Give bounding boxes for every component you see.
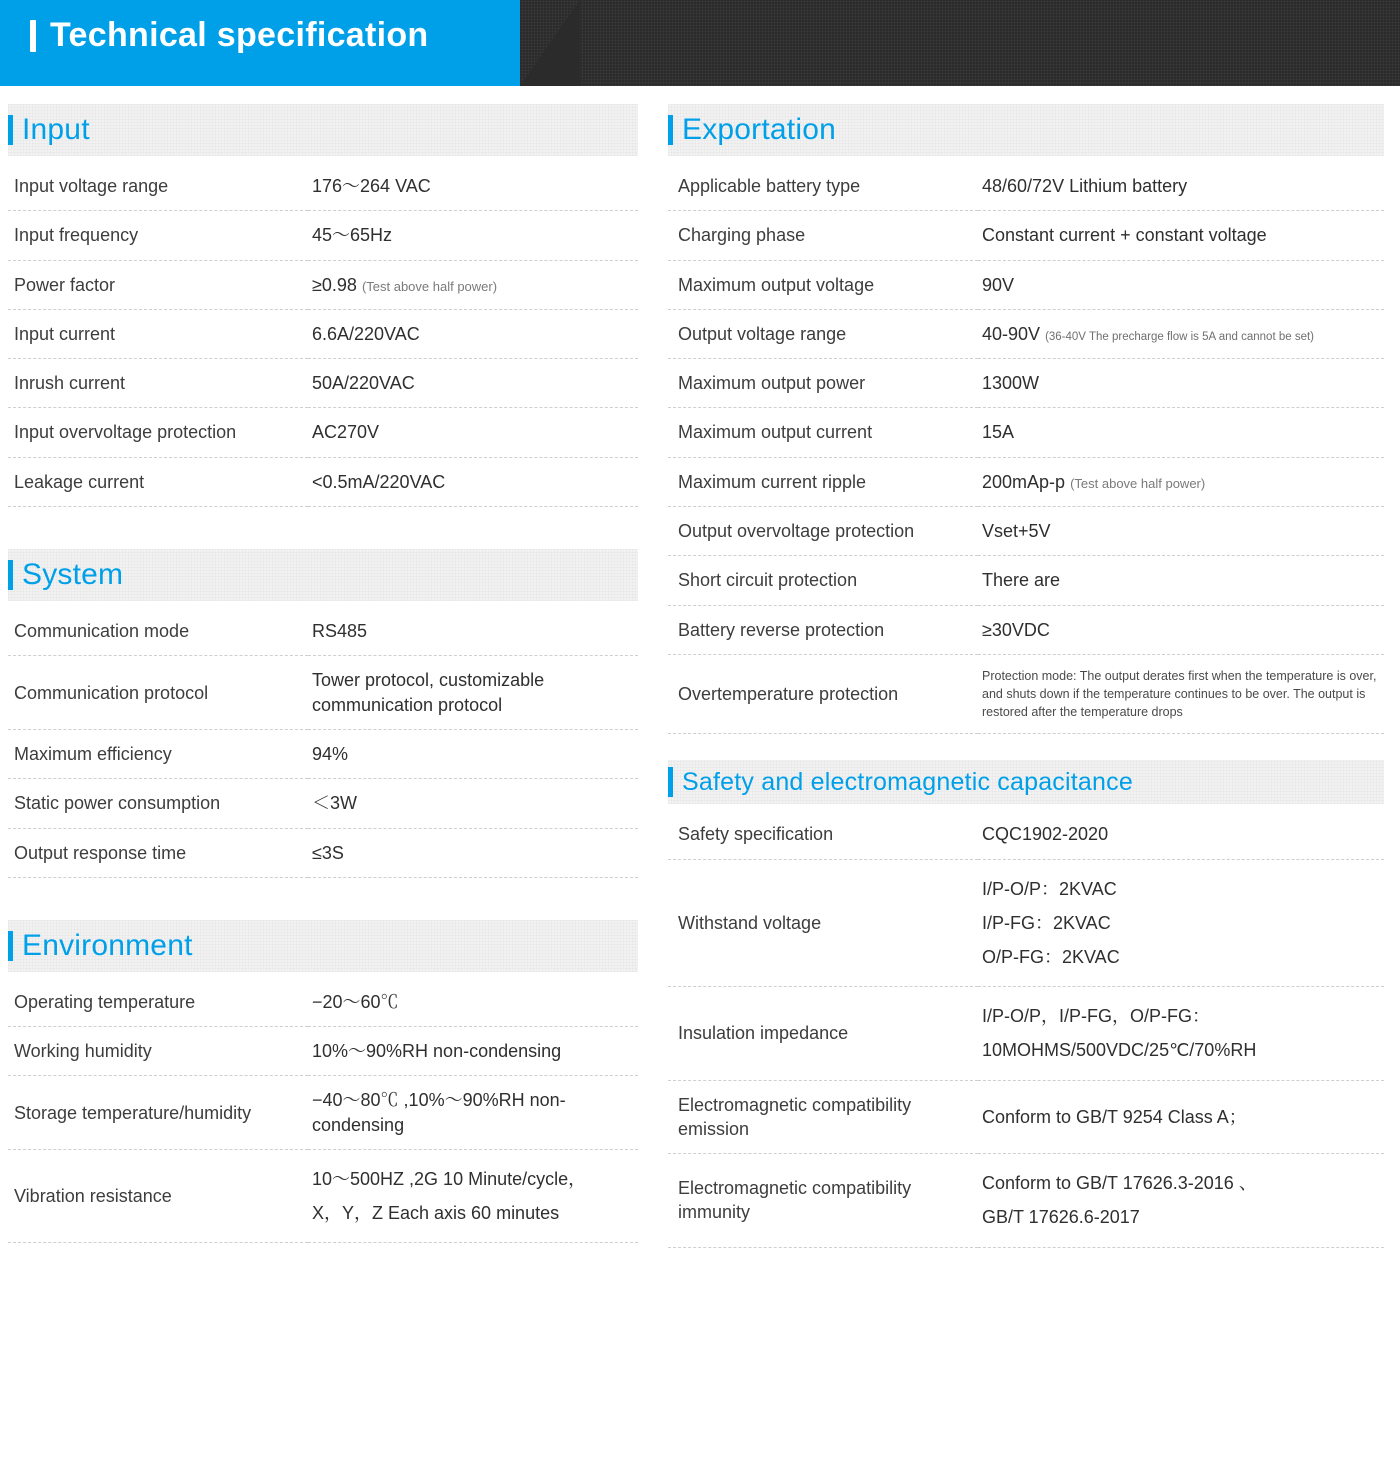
table-row [8, 828, 638, 877]
row-label: Withstand voltage [668, 859, 978, 987]
row-value [308, 260, 638, 309]
table-row [8, 1150, 638, 1243]
row-value-note: (Test above half power) [1070, 475, 1206, 491]
row-label: Communication mode [8, 607, 308, 656]
table-row [668, 211, 1384, 260]
table-row [8, 656, 638, 730]
table-row [668, 1080, 1384, 1154]
table-row [8, 211, 638, 260]
row-value-text: 40-90V [982, 323, 1041, 344]
left-column [0, 86, 660, 1248]
row-label: Operating temperature [8, 978, 308, 1027]
row-value [978, 1154, 1384, 1247]
section-title-system: System [22, 558, 124, 592]
row-value-line-1: I/P-O/P：2KVAC [982, 878, 1117, 899]
section-accent-bar [668, 115, 673, 145]
row-label: Applicable battery type [668, 162, 978, 211]
row-label: Inrush current [8, 359, 308, 408]
row-value: AC270V [308, 408, 638, 457]
row-value: RS485 [308, 607, 638, 656]
spacer [0, 507, 640, 549]
spacer [0, 878, 640, 920]
table-row [668, 859, 1384, 987]
table-row [8, 309, 638, 358]
table-row [8, 359, 638, 408]
table-row [8, 457, 638, 506]
row-label: Maximum output current [668, 408, 978, 457]
row-value: ＜3W [308, 779, 638, 828]
section-title-input: Input [22, 113, 90, 146]
table-row [668, 556, 1384, 605]
table-row [8, 1076, 638, 1150]
row-label: Communication protocol [8, 656, 308, 730]
row-value-line-2: 10MOHMS/500VDC/25℃/70%RH [982, 1040, 1257, 1061]
row-value: 6.6A/220VAC [308, 309, 638, 358]
row-value [308, 1150, 638, 1243]
table-row [668, 260, 1384, 309]
row-label: Electromagnetic compatibility emission [668, 1080, 978, 1154]
row-label: Input voltage range [8, 162, 308, 211]
row-value: −40～80℃ ,10%～90%RH non-condensing [308, 1076, 638, 1150]
row-label: Input frequency [8, 211, 308, 260]
row-value: 10%～90%RH non-condensing [308, 1027, 638, 1076]
row-value: 50A/220VAC [308, 359, 638, 408]
row-label: Static power consumption [8, 779, 308, 828]
table-row [8, 729, 638, 778]
safety-spec-table [668, 810, 1384, 1247]
row-value-line-2: I/P-FG：2KVAC [982, 912, 1111, 933]
row-label: Storage temperature/humidity [8, 1076, 308, 1150]
row-value [978, 654, 1384, 733]
row-value-text: 200mAp-p [982, 471, 1066, 492]
row-value: 45～65Hz [308, 211, 638, 260]
section-title-safety: Safety and electromagnetic capacitance [682, 767, 1133, 796]
spacer [660, 734, 1394, 760]
row-value-line-1: Conform to GB/T 17626.3-2016 、 [982, 1173, 1257, 1194]
title-accent-bar [30, 20, 36, 52]
right-column [660, 86, 1400, 1248]
table-row [668, 309, 1384, 358]
section-title-exportation: Exportation [682, 113, 836, 146]
section-title-environment: Environment [22, 928, 193, 962]
input-spec-table [8, 162, 638, 507]
row-value: Tower protocol, customizable communication protocol [308, 656, 638, 730]
section-accent-bar [8, 931, 13, 961]
row-label: Leakage current [8, 457, 308, 506]
row-label: Battery reverse protection [668, 605, 978, 654]
table-row [668, 605, 1384, 654]
table-row [668, 507, 1384, 556]
row-value: −20～60℃ [308, 978, 638, 1027]
row-value-line-1: I/P-O/P，I/P-FG，O/P-FG： [982, 1006, 1211, 1027]
row-value: Vset+5V [978, 507, 1384, 556]
section-accent-bar [8, 560, 13, 590]
row-value: 94% [308, 729, 638, 778]
table-row [8, 162, 638, 211]
page-title-text: Technical specification [50, 16, 429, 54]
section-heading-system [8, 549, 638, 601]
row-label: Charging phase [668, 211, 978, 260]
row-label: Maximum current ripple [668, 457, 978, 506]
row-label: Overtemperature protection [668, 654, 978, 733]
row-value: 1300W [978, 359, 1384, 408]
row-label: Vibration resistance [8, 1150, 308, 1243]
table-row [8, 779, 638, 828]
table-row [668, 987, 1384, 1080]
table-row [668, 810, 1384, 859]
table-row [8, 408, 638, 457]
row-value: Constant current + constant voltage [978, 211, 1384, 260]
section-heading-safety [668, 760, 1384, 804]
row-label: Maximum output voltage [668, 260, 978, 309]
row-label: Electromagnetic compatibility immunity [668, 1154, 978, 1247]
row-value: 176～264 VAC [308, 162, 638, 211]
section-accent-bar [668, 767, 673, 797]
table-row [668, 408, 1384, 457]
table-row [668, 359, 1384, 408]
row-value-line-2: GB/T 17626.6-2017 [982, 1207, 1140, 1228]
row-value [978, 309, 1384, 358]
exportation-spec-table [668, 162, 1384, 734]
row-value: CQC1902-2020 [978, 810, 1384, 859]
row-label: Safety specification [668, 810, 978, 859]
table-row [668, 1154, 1384, 1247]
row-label: Working humidity [8, 1027, 308, 1076]
row-label: Maximum output power [668, 359, 978, 408]
row-value [978, 987, 1384, 1080]
section-heading-input [8, 104, 638, 156]
row-value: Conform to GB/T 9254 Class A； [978, 1080, 1384, 1154]
row-value-line-2: X，Y，Z Each axis 60 minutes [312, 1203, 560, 1224]
table-row [668, 457, 1384, 506]
row-value [978, 457, 1384, 506]
table-row [8, 607, 638, 656]
row-label: Insulation impedance [668, 987, 978, 1080]
row-value: ≥30VDC [978, 605, 1384, 654]
row-value-line-3: O/P-FG：2KVAC [982, 947, 1120, 968]
row-value-note: (Test above half power) [361, 278, 498, 294]
row-label: Output overvoltage protection [668, 507, 978, 556]
row-label: Output voltage range [668, 309, 978, 358]
system-spec-table [8, 607, 638, 878]
row-value: There are [978, 556, 1384, 605]
row-label: Power factor [8, 260, 308, 309]
row-label: Short circuit protection [668, 556, 978, 605]
page-header [0, 0, 1400, 86]
row-label: Input overvoltage protection [8, 408, 308, 457]
row-value: ≤3S [308, 828, 638, 877]
row-value: <0.5mA/220VAC [308, 457, 638, 506]
row-value: 15A [978, 408, 1384, 457]
row-label: Maximum efficiency [8, 729, 308, 778]
content-columns [0, 86, 1400, 1248]
table-row [8, 260, 638, 309]
row-value [978, 859, 1384, 987]
table-row [8, 978, 638, 1027]
table-row [8, 1027, 638, 1076]
row-value-text: ≥0.98 [312, 274, 357, 295]
row-value-multiline: Protection mode: The output derates first when the temperature is over, and shuts down if the temperature continues to be over. The output is restored after the temperature drops [982, 668, 1377, 720]
environment-spec-table [8, 978, 638, 1244]
row-value-note: (36-40V The precharge flow is 5A and cannot be set) [1045, 330, 1314, 343]
row-value: 48/60/72V Lithium battery [978, 162, 1384, 211]
row-value-line-1: 10～500HZ ,2G 10 Minute/cycle， [312, 1169, 587, 1190]
page-title [30, 16, 429, 55]
row-value: 90V [978, 260, 1384, 309]
row-label: Input current [8, 309, 308, 358]
table-row [668, 654, 1384, 733]
section-heading-environment [8, 920, 638, 972]
section-heading-exportation [668, 104, 1384, 156]
row-label: Output response time [8, 828, 308, 877]
table-row [668, 162, 1384, 211]
section-accent-bar [8, 115, 13, 145]
